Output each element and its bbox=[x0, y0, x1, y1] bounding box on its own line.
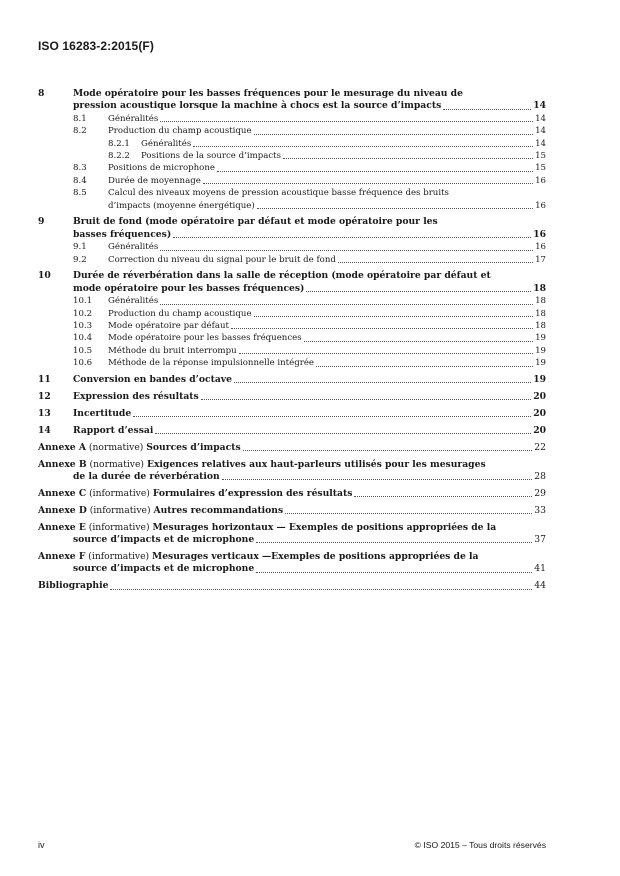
toc-entry-8-1[interactable] bbox=[38, 113, 546, 125]
toc-title-continued: source d’impacts et de microphone bbox=[73, 563, 255, 575]
annex-label: Bibliographie bbox=[38, 580, 109, 592]
toc-title: Mode opératoire pour les basses fréquences pour le mesurage du niveau de bbox=[73, 87, 463, 99]
page-number: iv bbox=[38, 840, 45, 850]
dot-leader bbox=[256, 572, 532, 573]
toc-page-number: 44 bbox=[534, 580, 546, 592]
toc-title: Rapport d’essai bbox=[73, 424, 154, 436]
toc-title: Production du champ acoustique bbox=[108, 308, 252, 319]
toc-page-number: 18 bbox=[535, 296, 546, 307]
toc-number: 8.5 bbox=[73, 188, 87, 199]
toc-title-continued: d’impacts (moyenne énergétique) bbox=[108, 200, 255, 211]
annex-title: Autres recommandations bbox=[153, 504, 284, 516]
toc-title: Méthode du bruit interrompu bbox=[108, 345, 237, 356]
toc-entry-bibliographie[interactable] bbox=[38, 580, 546, 592]
toc-page-number: 17 bbox=[535, 254, 546, 265]
toc-entry-14[interactable] bbox=[38, 425, 546, 437]
dot-leader bbox=[222, 479, 533, 480]
toc-entry-8-2-1[interactable] bbox=[38, 138, 546, 150]
dot-leader bbox=[231, 328, 533, 329]
document-header: ISO 16283-2:2015(F) bbox=[38, 39, 154, 53]
toc-number: 8 bbox=[38, 87, 45, 99]
toc-title: Généralités bbox=[108, 242, 159, 253]
toc-title: Incertitude bbox=[73, 407, 132, 419]
toc-number: 12 bbox=[38, 390, 51, 402]
annex-type: (informative) bbox=[85, 550, 153, 562]
toc-title-continued: basses fréquences) bbox=[73, 228, 172, 240]
toc-page-number: 20 bbox=[533, 407, 546, 419]
toc-number: 8.2.2 bbox=[108, 150, 130, 161]
toc-number: 10.5 bbox=[73, 345, 93, 356]
toc-title: Conversion en bandes d’octave bbox=[73, 374, 232, 386]
toc-page-number: 41 bbox=[534, 563, 546, 575]
dot-leader bbox=[443, 109, 531, 110]
dot-leader bbox=[256, 542, 532, 543]
toc-entry-8[interactable] bbox=[38, 88, 546, 113]
dot-leader bbox=[193, 146, 533, 147]
dot-leader bbox=[338, 262, 533, 263]
toc-title: Positions de microphone bbox=[108, 163, 215, 174]
dot-leader bbox=[234, 382, 531, 383]
toc-number: 10.3 bbox=[73, 321, 93, 332]
dot-leader bbox=[160, 304, 533, 305]
toc-title: Durée de moyennage bbox=[108, 175, 201, 186]
table-of-contents bbox=[38, 88, 546, 593]
toc-page-number: 16 bbox=[533, 228, 546, 240]
dot-leader bbox=[155, 433, 531, 434]
toc-page-number: 18 bbox=[535, 308, 546, 319]
annex-title: Formulaires d’expression des résultats bbox=[152, 487, 353, 499]
toc-number: 10.6 bbox=[73, 358, 93, 369]
toc-entry-annexe-b[interactable] bbox=[38, 459, 546, 484]
dot-leader bbox=[173, 237, 531, 238]
toc-page-number: 14 bbox=[535, 126, 546, 137]
toc-page-number: 14 bbox=[535, 113, 546, 124]
toc-entry-9[interactable] bbox=[38, 216, 546, 241]
toc-page-number: 20 bbox=[533, 424, 546, 436]
toc-entry-10-5[interactable] bbox=[38, 345, 546, 357]
annex-label: Annexe A bbox=[38, 441, 86, 453]
toc-page-number: 14 bbox=[533, 100, 546, 112]
toc-page-number: 19 bbox=[533, 374, 546, 386]
toc-page-number: 19 bbox=[535, 358, 546, 369]
copyright-notice: © ISO 2015 – Tous droits réservés bbox=[414, 840, 546, 850]
toc-entry-annexe-e[interactable] bbox=[38, 522, 546, 547]
annex-title: Mesurages verticaux —Exemples de positions appropriées de la bbox=[152, 550, 479, 562]
toc-entry-annexe-f[interactable] bbox=[38, 551, 546, 576]
toc-page-number: 16 bbox=[535, 175, 546, 186]
toc-entry-10-1[interactable] bbox=[38, 295, 546, 307]
toc-entry-8-2-2[interactable] bbox=[38, 150, 546, 162]
toc-page-number: 14 bbox=[535, 138, 546, 149]
dot-leader bbox=[254, 134, 534, 135]
toc-title: Mode opératoire par défaut bbox=[108, 321, 229, 332]
toc-title: Expression des résultats bbox=[73, 390, 199, 402]
toc-entry-12[interactable] bbox=[38, 391, 546, 403]
toc-number: 10 bbox=[38, 270, 51, 282]
toc-number: 8.3 bbox=[73, 163, 87, 174]
dot-leader bbox=[110, 589, 532, 590]
toc-entry-8-4[interactable] bbox=[38, 175, 546, 187]
toc-number: 8.1 bbox=[73, 113, 87, 124]
toc-title: Méthode de la réponse impulsionnelle intégrée bbox=[108, 358, 315, 369]
annex-label: Annexe E bbox=[38, 521, 86, 533]
dot-leader bbox=[133, 416, 531, 417]
toc-page-number: 15 bbox=[535, 150, 546, 161]
toc-entry-10-4[interactable] bbox=[38, 332, 546, 344]
annex-type: (informative) bbox=[86, 504, 154, 516]
annex-type: (normative) bbox=[86, 458, 147, 470]
toc-page-number: 37 bbox=[534, 533, 546, 545]
toc-entry-8-2[interactable] bbox=[38, 125, 546, 137]
toc-title: Généralités bbox=[108, 113, 159, 124]
toc-title: Correction du niveau du signal pour le bruit de fond bbox=[108, 254, 336, 265]
toc-title-continued: mode opératoire pour les basses fréquences) bbox=[73, 282, 305, 294]
toc-number: 10.1 bbox=[73, 296, 93, 307]
toc-entry-11[interactable] bbox=[38, 374, 546, 386]
toc-title: Durée de réverbération dans la salle de réception (mode opératoire par défaut et bbox=[73, 270, 491, 282]
toc-entry-9-2[interactable] bbox=[38, 254, 546, 266]
toc-number: 13 bbox=[38, 407, 51, 419]
toc-page-number: 18 bbox=[535, 321, 546, 332]
dot-leader bbox=[283, 158, 533, 159]
annex-title: Exigences relatives aux haut-parleurs utilisés pour les mesurages bbox=[146, 458, 486, 470]
annex-title: Mesurages horizontaux — Exemples de positions appropriées de la bbox=[152, 521, 497, 533]
dot-leader bbox=[203, 183, 533, 184]
toc-page-number: 16 bbox=[535, 242, 546, 253]
dot-leader bbox=[306, 291, 531, 292]
toc-title: Généralités bbox=[141, 138, 192, 149]
toc-number: 9.1 bbox=[73, 242, 87, 253]
dot-leader bbox=[304, 341, 533, 342]
annex-label: Annexe D bbox=[38, 504, 87, 516]
toc-title: Mode opératoire pour les basses fréquences bbox=[108, 333, 302, 344]
toc-page-number: 22 bbox=[534, 441, 546, 453]
toc-page-number: 19 bbox=[535, 345, 546, 356]
toc-title: Positions de la source d’impacts bbox=[141, 150, 282, 161]
toc-entry-8-3[interactable] bbox=[38, 162, 546, 174]
annex-type: (informative) bbox=[86, 487, 153, 499]
dot-leader bbox=[285, 513, 532, 514]
toc-entry-10-3[interactable] bbox=[38, 320, 546, 332]
toc-entry-8-5[interactable] bbox=[38, 187, 546, 212]
annex-type: (normative) bbox=[85, 441, 147, 453]
toc-title: Calcul des niveaux moyens de pression acoustique basse fréquence des bruits bbox=[108, 188, 449, 199]
dot-leader bbox=[354, 496, 532, 497]
toc-page-number: 15 bbox=[535, 163, 546, 174]
dot-leader bbox=[243, 450, 533, 451]
toc-title-continued: pression acoustique lorsque la machine à chocs est la source d’impacts bbox=[73, 100, 442, 112]
toc-number: 8.2.1 bbox=[108, 138, 130, 149]
annex-label: Annexe C bbox=[38, 487, 87, 499]
toc-number: 11 bbox=[38, 374, 51, 386]
toc-page-number: 20 bbox=[533, 390, 546, 402]
toc-page-number: 16 bbox=[535, 200, 546, 211]
toc-number: 10.2 bbox=[73, 308, 93, 319]
toc-title: Bruit de fond (mode opératoire par défaut et mode opératoire pour les bbox=[73, 216, 438, 228]
toc-title: Production du champ acoustique bbox=[108, 126, 252, 137]
toc-title-continued: de la durée de réverbération bbox=[73, 470, 220, 482]
dot-leader bbox=[254, 316, 534, 317]
toc-entry-annexe-c[interactable] bbox=[38, 488, 546, 500]
toc-number: 10.4 bbox=[73, 333, 93, 344]
toc-number: 9.2 bbox=[73, 254, 87, 265]
dot-leader bbox=[160, 121, 533, 122]
dot-leader bbox=[316, 366, 533, 367]
toc-entry-annexe-a[interactable] bbox=[38, 442, 546, 454]
annex-label: Annexe F bbox=[38, 550, 86, 562]
toc-page-number: 33 bbox=[534, 504, 546, 516]
annex-title: Sources d’impacts bbox=[146, 441, 241, 453]
toc-entry-annexe-d[interactable] bbox=[38, 505, 546, 517]
toc-number: 8.4 bbox=[73, 175, 87, 186]
toc-page-number: 19 bbox=[535, 333, 546, 344]
toc-entry-10[interactable] bbox=[38, 270, 546, 295]
toc-page-number: 18 bbox=[533, 282, 546, 294]
toc-number: 8.2 bbox=[73, 126, 87, 137]
toc-page-number: 28 bbox=[534, 470, 546, 482]
dot-leader bbox=[201, 399, 531, 400]
toc-entry-13[interactable] bbox=[38, 408, 546, 420]
dot-leader bbox=[160, 250, 533, 251]
toc-entry-9-1[interactable] bbox=[38, 241, 546, 253]
dot-leader bbox=[217, 171, 533, 172]
toc-title-continued: source d’impacts et de microphone bbox=[73, 533, 255, 545]
toc-entry-10-6[interactable] bbox=[38, 357, 546, 369]
toc-page-number: 29 bbox=[534, 487, 546, 499]
toc-number: 9 bbox=[38, 216, 45, 228]
annex-type: (informative) bbox=[85, 521, 153, 533]
dot-leader bbox=[239, 353, 533, 354]
toc-entry-10-2[interactable] bbox=[38, 308, 546, 320]
annex-label: Annexe B bbox=[38, 458, 87, 470]
toc-title: Généralités bbox=[108, 296, 159, 307]
toc-number: 14 bbox=[38, 424, 51, 436]
dot-leader bbox=[257, 208, 533, 209]
